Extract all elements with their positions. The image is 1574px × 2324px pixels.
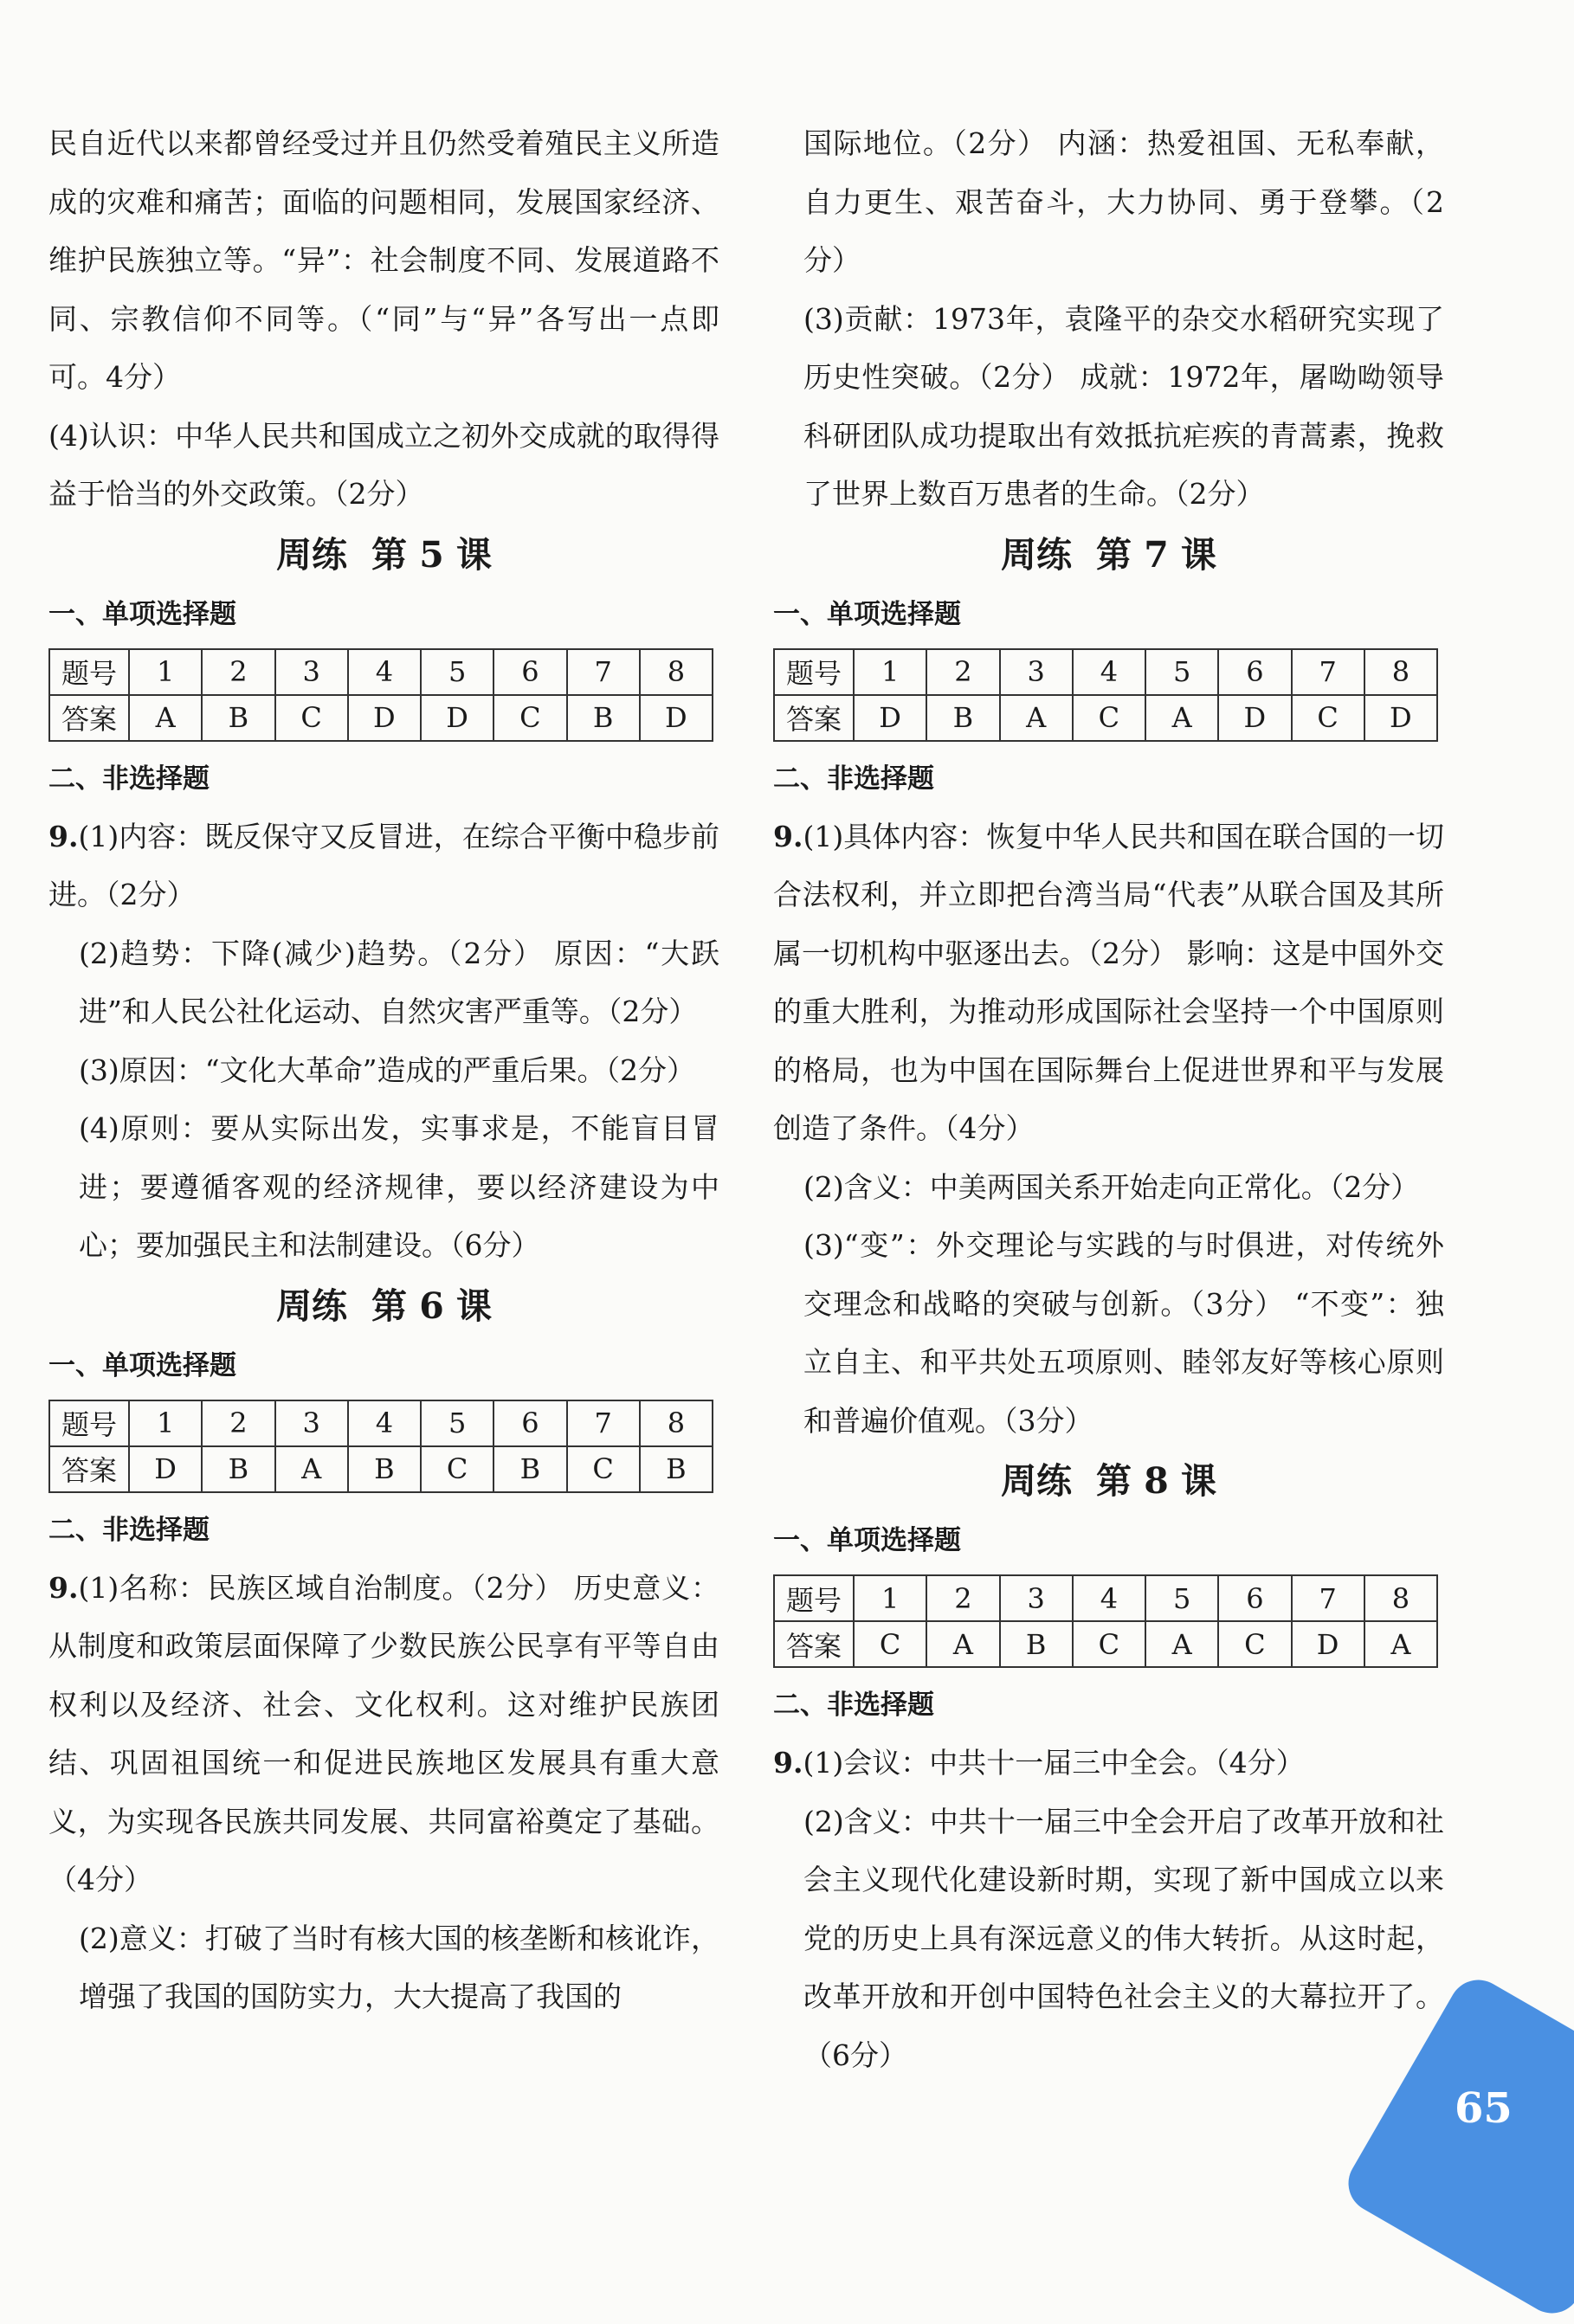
section-heading-choice: 一、单项选择题 (773, 1525, 961, 1556)
answer-table-lesson-6 (48, 1400, 713, 1493)
table-row: 题号 1 2 3 4 5 6 7 8 (774, 1575, 1437, 1621)
answer-item: 9.(1)会议：中共十一届三中全会。（4分） (773, 1746, 1305, 1780)
lesson-8-title: 周练 第 8 课 (1000, 1460, 1217, 1502)
answer-table-lesson-5 (48, 648, 713, 742)
lesson-7-title: 周练 第 7 课 (1000, 533, 1217, 576)
lesson-6-title: 周练 第 6 课 (275, 1284, 493, 1327)
table-row: 答案 D B A C A D C D (774, 695, 1437, 741)
answer-item: (2)含义：中共十一届三中全会开启了改革开放和社会主义现代化建设新时期，实现了新中国成立以来党的历史上具有深远意义的伟大转折。从这时起，改革开放和开创中国特色社会主义的大幕拉开了。（6分） (803, 1804, 1444, 2072)
answer-table-lesson-7 (773, 648, 1438, 742)
table-row: 答案 A B C D D C B D (49, 695, 713, 741)
section-heading-nonchoice: 二、非选择题 (48, 1514, 210, 1546)
answer-item: (4)认识：中华人民共和国成立之初外交成就的取得得益于恰当的外交政策。（2分） (48, 418, 719, 511)
table-row: 题号 1 2 3 4 5 6 7 8 (774, 649, 1437, 695)
answer-table-lesson-8 (773, 1574, 1438, 1668)
answer-item: (4)原则：要从实际出发，实事求是，不能盲目冒进；要遵循客观的经济规律，要以经济建设为中心；要加强民主和法制建设。（6分） (79, 1111, 719, 1262)
section-heading-nonchoice: 二、非选择题 (773, 1690, 934, 1721)
table-row: 题号 1 2 3 4 5 6 7 8 (49, 1400, 713, 1446)
page-number: 65 (1455, 2084, 1513, 2133)
answer-item: (3)“变”：外交理论与实践的与时俱进，对传统外交理念和战略的突破与创新。（3分） “不变”：独立自主、和平共处五项原则、睦邻友好等核心原则和普遍价值观。（3分） (803, 1228, 1444, 1438)
continued-answer-text: 国际地位。（2分） 内涵：热爱祖国、无私奉献，自力更生、艰苦奋斗，大力协同、勇于登攀。（2分） (803, 126, 1444, 277)
section-heading-choice: 一、单项选择题 (773, 598, 961, 630)
answer-item: 9.(1)具体内容：恢复中华人民共和国在联合国的一切合法权利，并立即把台湾当局“代表”从联合国及其所属一切机构中驱逐出去。（2分） 影响：这是中国外交的重大胜利，为推动形成国际社会坚持一个中国原则的格局，也为中国在国际舞台上促进世界和平与发展创造了条件。（4分） (773, 819, 1444, 1145)
section-heading-nonchoice: 二、非选择题 (48, 763, 210, 795)
answer-item: (2)意义：打破了当时有核大国的核垄断和核讹诈，增强了我国的国防实力，大大提高了我国的 (79, 1921, 719, 2013)
answer-item: 9.(1)内容：既反保守又反冒进，在综合平衡中稳步前进。（2分） (48, 819, 719, 911)
answer-item: (3)贡献：1973年，袁隆平的杂交水稻研究实现了历史性突破。（2分） 成就：1972年，屠呦呦领导科研团队成功提取出有效抵抗疟疾的青蒿素，挽救了世界上数百万患者的生命。（2分） (803, 301, 1444, 511)
table-row: 答案 D B A B C B C B (49, 1446, 713, 1492)
table-row: 题号 1 2 3 4 5 6 7 8 (49, 649, 713, 695)
section-heading-nonchoice: 二、非选择题 (773, 763, 934, 795)
continued-answer-text: 民自近代以来都曾经受过并且仍然受着殖民主义所造成的灾难和痛苦；面临的问题相同，发展国家经济、维护民族独立等。“异”：社会制度不同、发展道路不同、宗教信仰不同等。（“同”与“异”各写出一点即可。4分） (48, 126, 719, 394)
table-row: 答案 C A B C A C D A (774, 1621, 1437, 1667)
section-heading-choice: 一、单项选择题 (48, 598, 236, 630)
section-heading-choice: 一、单项选择题 (48, 1349, 236, 1381)
right-column (773, 114, 1444, 2084)
answer-item: 9.(1)名称：民族区域自治制度。（2分） 历史意义：从制度和政策层面保障了少数民族公民享有平等自由权利以及经济、社会、文化权利。这对维护民族团结、巩固祖国统一和促进民族地区发展具有重大意义，为实现各民族共同发展、共同富裕奠定了基础。（4分） (48, 1570, 719, 1896)
answer-item: (3)原因：“文化大革命”造成的严重后果。（2分） (79, 1053, 695, 1087)
lesson-5-title: 周练 第 5 课 (275, 533, 493, 576)
left-column (48, 114, 719, 2026)
answer-item: (2)含义：中美两国关系开始走向正常化。（2分） (803, 1169, 1420, 1204)
answer-item: (2)趋势：下降(减少)趋势。（2分） 原因：“大跃进”和人民公社化运动、自然灾害严重等。（2分） (79, 936, 719, 1028)
